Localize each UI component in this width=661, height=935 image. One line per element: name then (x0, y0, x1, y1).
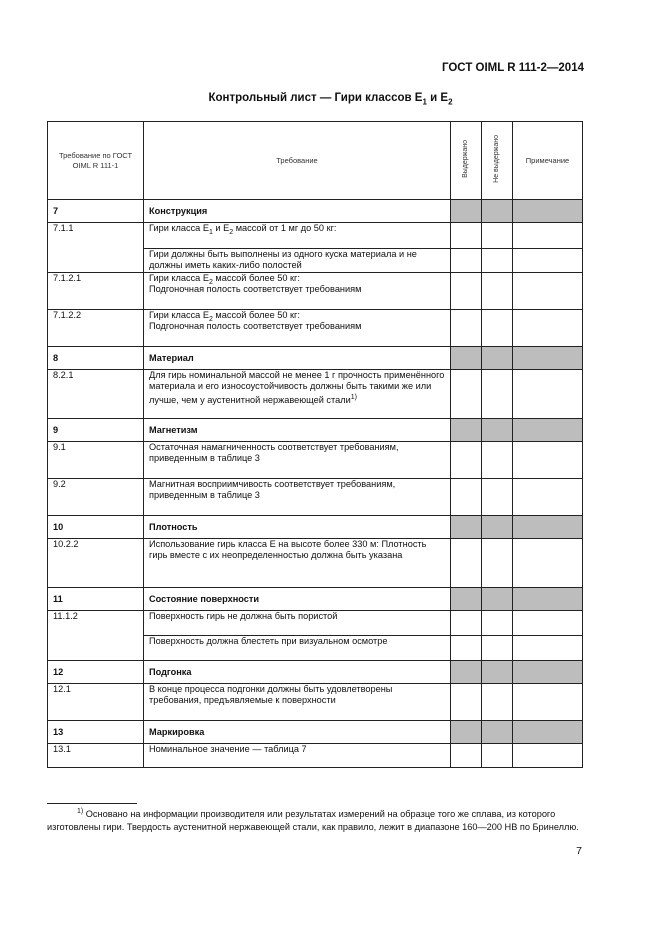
row-requirement: Гири класса $E_2$ массой более 50 кг: Подгоночная полость соответствует требованиям (144, 273, 451, 310)
row-number: 7.1.1 (48, 223, 144, 273)
row-number: 10.2.2 (48, 539, 144, 588)
standard-designation: ГОСТ OIML R 111-2—2014 (441, 62, 584, 74)
section-title: Состояние поверхности (144, 588, 451, 611)
section-title: Подгонка (144, 661, 451, 684)
checklist-table (47, 121, 583, 768)
section-number: 9 (48, 419, 144, 442)
table-row (48, 310, 583, 347)
failed-cell[interactable] (482, 310, 513, 347)
header-passed: Выдержано (451, 122, 482, 200)
passed-cell[interactable] (451, 611, 482, 636)
table-row (48, 611, 583, 636)
failed-cell[interactable] (482, 442, 513, 479)
header-requirement: Требование (144, 122, 451, 200)
passed-cell[interactable] (451, 539, 482, 588)
table-row (48, 479, 583, 516)
section-row-8 (48, 347, 583, 370)
section-number: 12 (48, 661, 144, 684)
header-ref: Требование по ГОСТ OIML R 111-1 (48, 122, 144, 200)
note-cell[interactable] (513, 223, 583, 249)
row-number: 9.1 (48, 442, 144, 479)
failed-cell[interactable] (482, 539, 513, 588)
row-requirement: Для гирь номинальной массой не менее 1 г прочность применённого материала и его износоустойчивость должны быть такими же или лучше, чем у аустенитной нержавеющей стали$^{1)}$ (144, 370, 451, 419)
header-failed: Не выдержано (482, 122, 513, 200)
section-number: 10 (48, 516, 144, 539)
failed-cell[interactable] (482, 249, 513, 273)
section-title: Маркировка (144, 721, 451, 744)
passed-cell[interactable] (451, 442, 482, 479)
section-row-7 (48, 200, 583, 223)
section-number: 13 (48, 721, 144, 744)
section-row-13 (48, 721, 583, 744)
row-number: 12.1 (48, 684, 144, 721)
table-row (48, 539, 583, 588)
row-requirement: Номинальное значение — таблица 7 (144, 744, 451, 768)
row-requirement: В конце процесса подгонки должны быть удовлетворены требования, предъявляемые к поверхности (144, 684, 451, 721)
note-cell[interactable] (513, 370, 583, 419)
failed-cell[interactable] (482, 744, 513, 768)
section-row-9 (48, 419, 583, 442)
section-row-11 (48, 588, 583, 611)
note-cell[interactable] (513, 249, 583, 273)
section-number: 7 (48, 200, 144, 223)
section-title: Плотность (144, 516, 451, 539)
passed-cell[interactable] (451, 636, 482, 661)
row-requirement: Поверхность должна блестеть при визуальном осмотре (144, 636, 451, 661)
row-requirement: Гири должны быть выполнены из одного куска материала и не должны иметь каких-либо полостей (144, 249, 451, 273)
note-cell[interactable] (513, 684, 583, 721)
table-row (48, 273, 583, 310)
footnote-divider (47, 803, 137, 804)
row-number: 8.2.1 (48, 370, 144, 419)
row-requirement: Гири класса $E_2$ массой более 50 кг: Подгоночная полость соответствует требованиям (144, 310, 451, 347)
failed-cell[interactable] (482, 684, 513, 721)
checklist-title: Контрольный лист — Гири классов $E_1$ и $E_2$ (208, 92, 453, 107)
row-number: 13.1 (48, 744, 144, 768)
footnote-text: Основано на информации производителя или результатах измерений на образце того же сплава, из которого изготовлены гири. Твердость аустенитной нержавеющей стали, как правило, лежит в диапазоне 160—200 HB по Бринеллю. (47, 809, 579, 833)
row-number: 11.1.2 (48, 611, 144, 661)
failed-cell[interactable] (482, 370, 513, 419)
note-cell[interactable] (513, 273, 583, 310)
row-requirement: Гири класса $E_1$ и $E_2$ массой от 1 мг до 50 кг: (144, 223, 451, 249)
footnote-mark: 1) (77, 808, 84, 815)
section-title: Магнетизм (144, 419, 451, 442)
section-number: 11 (48, 588, 144, 611)
row-number: 9.2 (48, 479, 144, 516)
table-row (48, 223, 583, 249)
failed-cell[interactable] (482, 636, 513, 661)
passed-cell[interactable] (451, 223, 482, 249)
table-header-row (48, 122, 583, 200)
failed-cell[interactable] (482, 479, 513, 516)
passed-cell[interactable] (451, 479, 482, 516)
row-number: 7.1.2.2 (48, 310, 144, 347)
passed-cell[interactable] (451, 684, 482, 721)
note-cell[interactable] (513, 539, 583, 588)
note-cell[interactable] (513, 744, 583, 768)
failed-cell[interactable] (482, 273, 513, 310)
failed-cell[interactable] (482, 611, 513, 636)
note-cell[interactable] (513, 442, 583, 479)
footnote (47, 805, 582, 834)
passed-cell[interactable] (451, 310, 482, 347)
section-number: 8 (48, 347, 144, 370)
table-row (48, 442, 583, 479)
failed-cell[interactable] (482, 223, 513, 249)
section-row-10 (48, 516, 583, 539)
passed-cell[interactable] (451, 273, 482, 310)
header-note: Примечание (513, 122, 583, 200)
table-row (48, 370, 583, 419)
table-row (48, 684, 583, 721)
row-requirement: Поверхность гирь не должна быть пористой (144, 611, 451, 636)
section-row-12 (48, 661, 583, 684)
passed-cell[interactable] (451, 744, 482, 768)
passed-cell[interactable] (451, 370, 482, 419)
passed-cell[interactable] (451, 249, 482, 273)
note-cell[interactable] (513, 636, 583, 661)
row-number: 7.1.2.1 (48, 273, 144, 310)
section-title: Материал (144, 347, 451, 370)
section-title: Конструкция (144, 200, 451, 223)
row-requirement: Остаточная намагниченность соответствует требованиям, приведенным в таблице 3 (144, 442, 451, 479)
row-requirement: Использование гирь класса E на высоте более 330 м: Плотность гирь вместе с их неопределенностью должна быть указана (144, 539, 451, 588)
table-row (48, 744, 583, 768)
row-requirement: Магнитная восприимчивость соответствует требованиям, приведенным в таблице 3 (144, 479, 451, 516)
page-number: 7 (576, 845, 582, 857)
note-cell[interactable] (513, 611, 583, 636)
note-cell[interactable] (513, 310, 583, 347)
note-cell[interactable] (513, 479, 583, 516)
